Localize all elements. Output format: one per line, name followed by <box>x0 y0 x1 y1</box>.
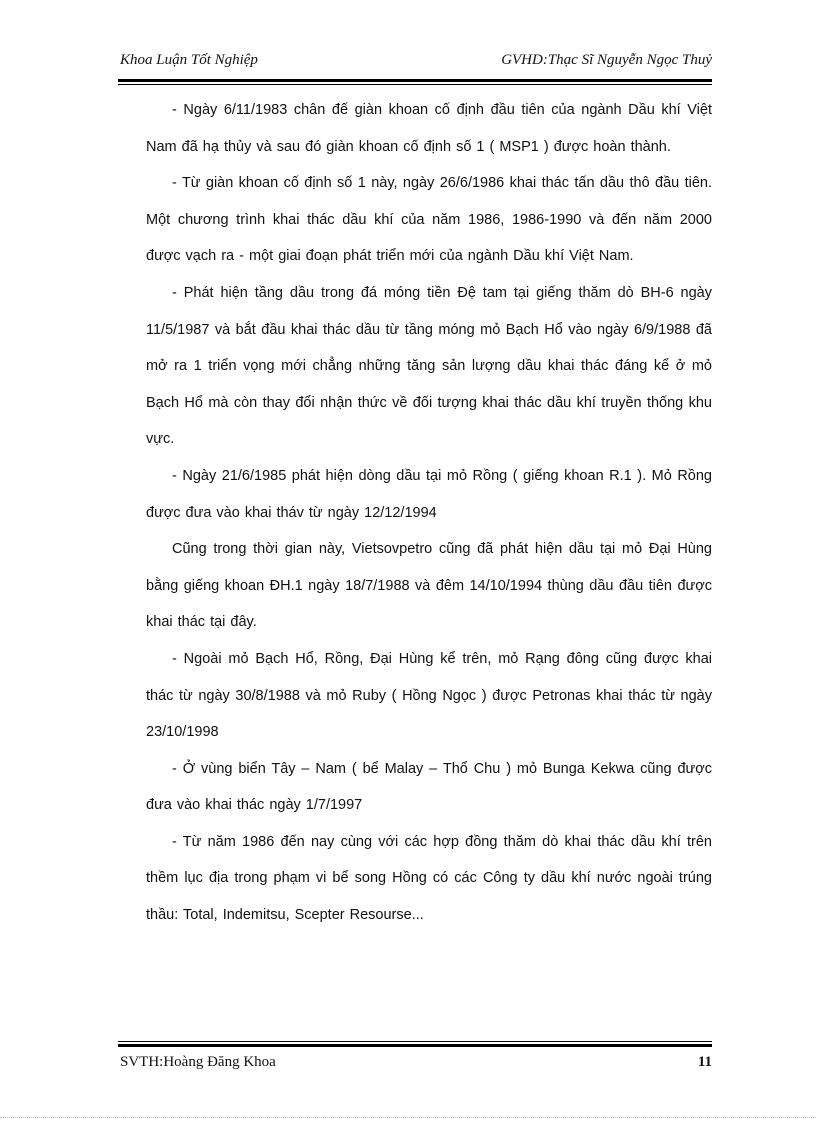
paragraph-2: - Từ giàn khoan cố định số 1 này, ngày 26/6/1986 khai thác tấn dầu thô đầu tiên. Một chương trình khai thác dầu khí của năm 1986, 1986-1990 và đến năm 2000 được vạch ra - một giai đoạn phát triển mới của ngành Dầu khí Việt Nam. <box>146 175 712 265</box>
header-rule-thick <box>118 79 712 82</box>
paragraph-8: - Từ năm 1986 đến nay cùng với các hợp đồng thăm dò khai thác dầu khí trên thềm lục địa trong phạm vi bể song Hồng có các Công ty dầu khí nước ngoài trúng thầu: Total, Indemitsu, Scepter Resourse... <box>146 833 712 924</box>
page-footer <box>120 1054 712 1071</box>
paragraph-7: - Ở vùng biển Tây – Nam ( bể Malay – Thổ Chu ) mỏ Bunga Kekwa cũng được đưa vào khai thác ngày 1/7/1997 <box>146 760 712 814</box>
page-number: 11 <box>697 1054 712 1070</box>
footer-rule-thick <box>118 1044 712 1047</box>
paragraph-4: - Ngày 21/6/1985 phát hiện dòng dầu tại mỏ Rồng ( giếng khoan R.1 ). Mỏ Rồng được đưa vào khai tháv từ ngày 12/12/1994 <box>146 467 712 521</box>
footer-rule-thin <box>118 1041 712 1042</box>
header-rule-thin <box>118 84 712 85</box>
page-edge-divider <box>0 1117 816 1118</box>
page-header <box>120 52 712 76</box>
document-body <box>146 92 712 934</box>
paragraph-3: - Phát hiện tầng dầu trong đá móng tiền Đệ tam tại giếng thăm dò BH-6 ngày 11/5/1987 và bắt đầu khai thác dầu từ tầng móng mỏ Bạch Hổ vào ngày 6/9/1988 đã mở ra 1 triển vọng mới chẳng những tăng sản lượng dầu khai thác đáng kể ở mỏ Bạch Hổ mà còn thay đổi nhận thức về đối tượng khai thác dầu khí truyền thống khu vực. <box>146 284 712 448</box>
header-thesis-title: Khoa Luận Tốt Nghiệp <box>120 52 258 68</box>
paragraph-5: Cũng trong thời gian này, Vietsovpetro cũng đã phát hiện dầu tại mỏ Đại Hùng bằng giếng khoan ĐH.1 ngày 18/7/1988 và đêm 14/10/1994 thùng dầu đầu tiên được khai thác tại đây. <box>146 541 712 631</box>
paragraph-1: - Ngày 6/11/1983 chân đế giàn khoan cố định đầu tiên của ngành Dầu khí Việt Nam đã hạ thủy và sau đó giàn khoan cố định số 1 ( MSP1 ) được hoàn thành. <box>146 102 712 155</box>
header-advisor: GVHD:Thạc Sĩ Nguyễn Ngọc Thuỷ <box>501 52 712 68</box>
footer-student: SVTH:Hoàng Đăng Khoa <box>120 1054 276 1070</box>
paragraph-6: - Ngoài mỏ Bạch Hổ, Rồng, Đại Hùng kể trên, mỏ Rạng đông cũng được khai thác từ ngày 30/8/1988 và mỏ Ruby ( Hồng Ngọc ) được Petronas khai thác từ ngày 23/10/1998 <box>146 650 712 741</box>
